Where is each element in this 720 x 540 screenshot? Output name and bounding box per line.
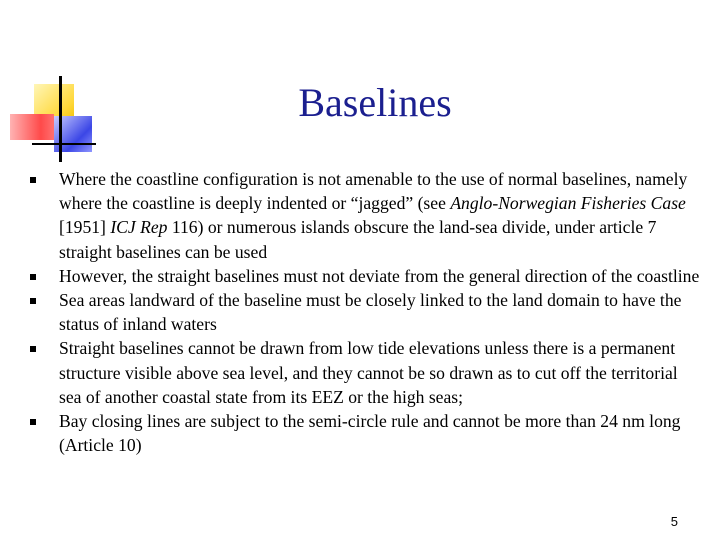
bullet-item (30, 264, 700, 288)
case-name-text: Anglo-Norwegian Fisheries Case (450, 193, 686, 214)
bullet-item (30, 409, 700, 457)
bullet-item (30, 336, 700, 409)
logo-vertical-line (59, 76, 62, 162)
square-bullet-icon (30, 419, 36, 425)
slide-title: Baselines (298, 80, 452, 125)
square-bullet-icon (30, 298, 36, 304)
bullet-text-part: Where the coastline configuration is not amenable to the use of normal baselines, namely where the coastline is deeply indented or “jagged” (see (59, 169, 688, 214)
square-bullet-icon (30, 177, 36, 183)
slide-logo-decoration (8, 76, 98, 162)
bullet-text-part: 116) or numerous islands obscure the land-sea divide, under article 7 straight baselines can be used (59, 217, 657, 262)
bullet-text-part: However, the straight baselines must not deviate from the general direction of the coastline (59, 265, 700, 286)
logo-horizontal-line (32, 143, 96, 145)
law-report-text: ICJ Rep (110, 217, 168, 238)
bullet-text-part: [1951] (59, 217, 111, 238)
bullet-item (30, 167, 700, 264)
square-bullet-icon (30, 274, 36, 280)
bullet-text-part: Bay closing lines are subject to the semi-circle rule and cannot be more than 24 nm long (Article 10) (59, 411, 681, 456)
page-number: 5 (670, 514, 678, 529)
bullet-text-part: Sea areas landward of the baseline must be closely linked to the land domain to have the status of inland waters (59, 290, 682, 335)
bullet-text-part: Straight baselines cannot be drawn from low tide elevations unless there is a permanent structure visible above sea level, and they cannot be so drawn as to cut off the territorial sea of another coastal state from its EEZ or the high seas; (59, 338, 678, 407)
square-bullet-icon (30, 346, 36, 352)
logo-red-square (10, 114, 54, 140)
bullet-item (30, 288, 700, 336)
bullet-list (30, 167, 700, 457)
